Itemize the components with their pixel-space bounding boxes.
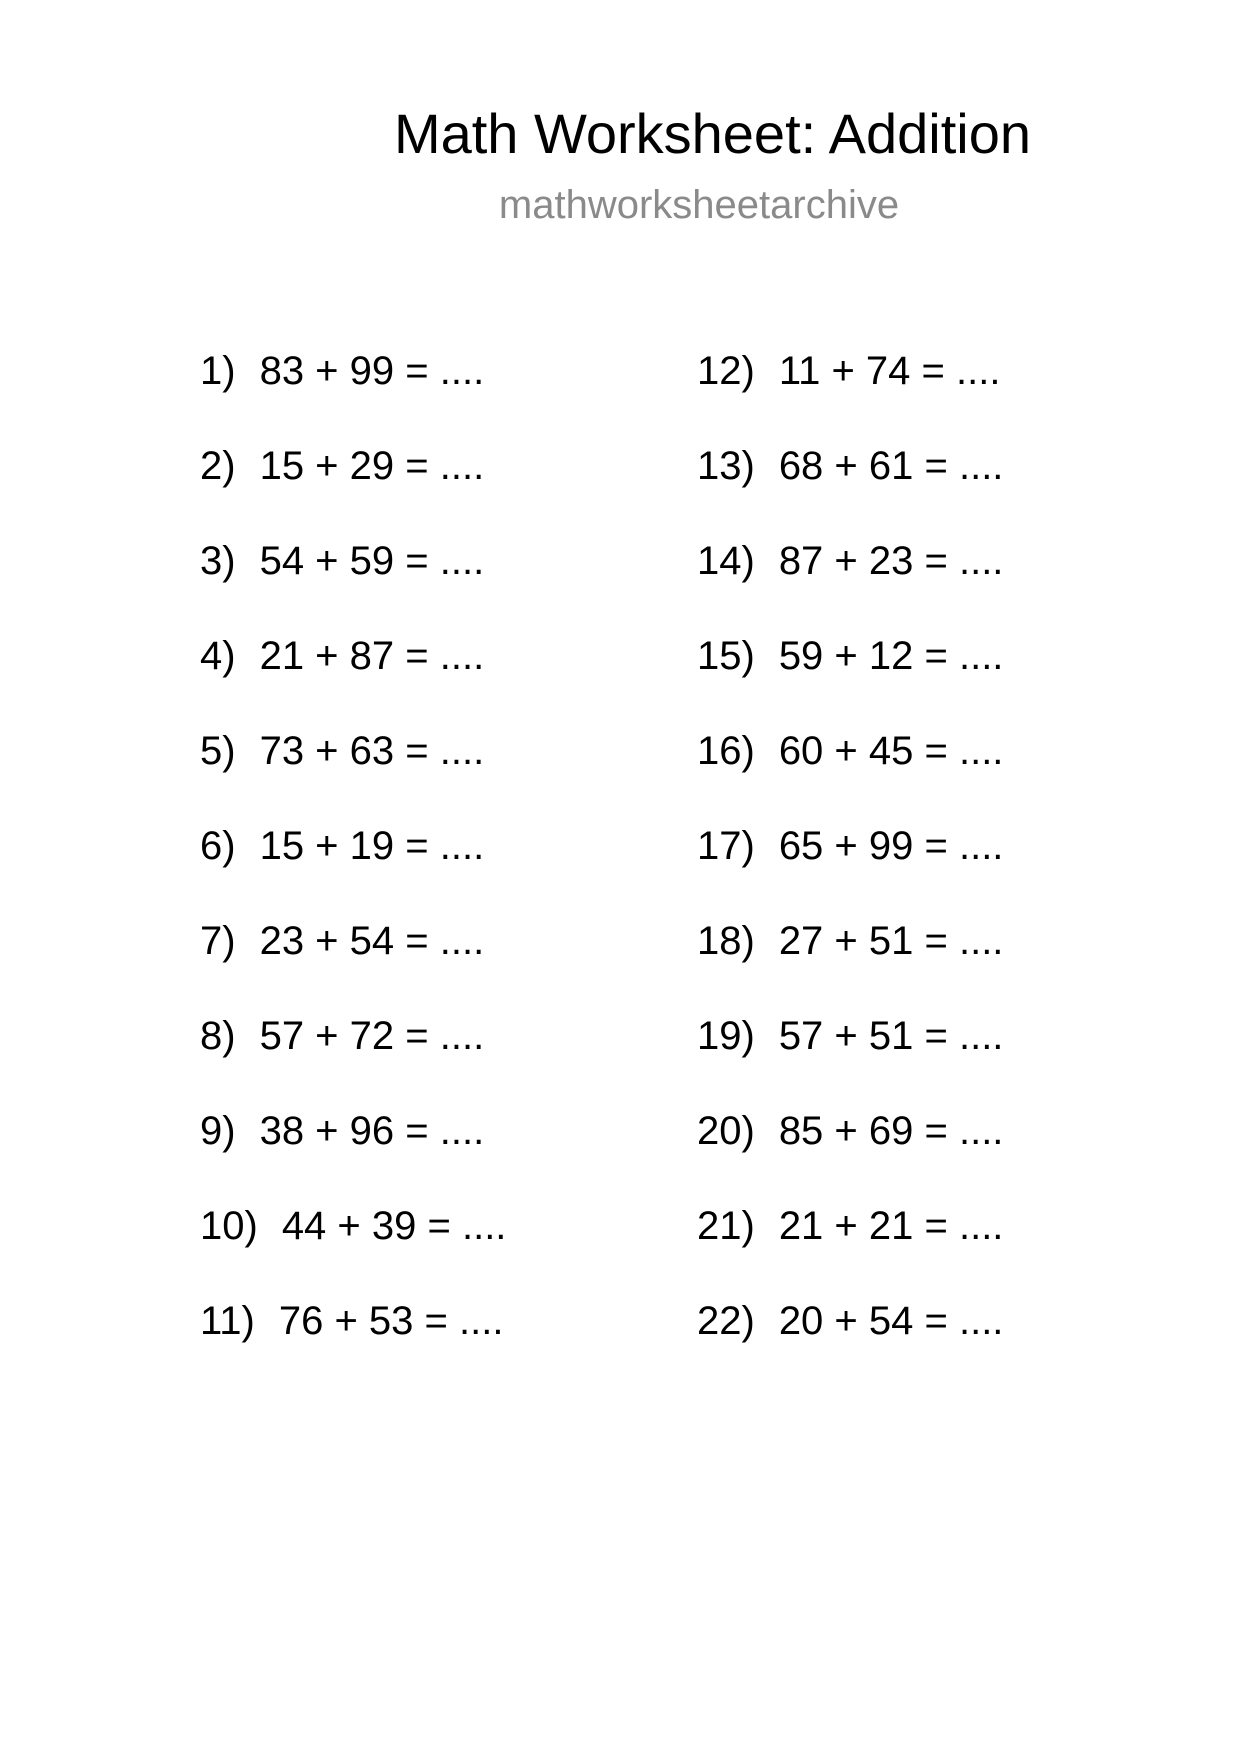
problem-expression: 11 + 74 = .... bbox=[778, 349, 1001, 393]
page-subtitle: mathworksheetarchive bbox=[498, 183, 900, 227]
problem-expression: 54 + 59 = .... bbox=[259, 539, 485, 583]
problem-row bbox=[697, 441, 1003, 536]
problem-number: 16) bbox=[697, 729, 755, 773]
problem-row bbox=[200, 821, 506, 916]
problem-expression: 60 + 45 = .... bbox=[778, 729, 1004, 773]
problem-number: 11) bbox=[200, 1299, 255, 1343]
problem-number: 1) bbox=[200, 349, 236, 393]
problem-expression: 87 + 23 = .... bbox=[778, 539, 1004, 583]
problem-row bbox=[200, 536, 506, 631]
problem-row bbox=[200, 726, 506, 821]
problem-expression: 20 + 54 = .... bbox=[778, 1299, 1004, 1343]
problem-expression: 15 + 19 = .... bbox=[259, 824, 485, 868]
problem-expression: 85 + 69 = .... bbox=[778, 1109, 1004, 1153]
problem-expression: 38 + 96 = .... bbox=[259, 1109, 485, 1153]
problem-row bbox=[697, 536, 1003, 631]
problem-row bbox=[697, 346, 1003, 441]
problem-expression: 23 + 54 = .... bbox=[259, 919, 485, 963]
problem-expression: 65 + 99 = .... bbox=[778, 824, 1004, 868]
problem-row bbox=[697, 1296, 1003, 1391]
page-title: Math Worksheet: Addition bbox=[393, 102, 1032, 165]
problem-expression: 57 + 51 = .... bbox=[778, 1014, 1004, 1058]
problem-expression: 68 + 61 = .... bbox=[778, 444, 1004, 488]
problem-number: 17) bbox=[697, 824, 755, 868]
problem-number: 9) bbox=[200, 1109, 236, 1153]
problem-expression: 27 + 51 = .... bbox=[778, 919, 1004, 963]
problem-number: 5) bbox=[200, 729, 236, 773]
problem-expression: 57 + 72 = .... bbox=[259, 1014, 485, 1058]
problem-expression: 21 + 87 = .... bbox=[259, 634, 485, 678]
problem-row bbox=[697, 1201, 1003, 1296]
problem-number: 21) bbox=[697, 1204, 755, 1248]
problem-expression: 44 + 39 = .... bbox=[281, 1204, 507, 1248]
problem-row bbox=[200, 1296, 506, 1391]
problem-row bbox=[200, 1011, 506, 1106]
problem-number: 2) bbox=[200, 444, 236, 488]
problem-expression: 73 + 63 = .... bbox=[259, 729, 485, 773]
problem-column-left bbox=[200, 346, 506, 1391]
problem-row bbox=[697, 726, 1003, 821]
problem-number: 22) bbox=[697, 1299, 755, 1343]
problem-number: 15) bbox=[697, 634, 755, 678]
problem-number: 8) bbox=[200, 1014, 236, 1058]
problem-number: 7) bbox=[200, 919, 236, 963]
problem-number: 3) bbox=[200, 539, 236, 583]
problem-number: 6) bbox=[200, 824, 236, 868]
problem-number: 4) bbox=[200, 634, 236, 678]
problem-expression: 59 + 12 = .... bbox=[778, 634, 1004, 678]
problem-row bbox=[200, 441, 506, 536]
problem-expression: 83 + 99 = .... bbox=[259, 349, 485, 393]
problem-row bbox=[697, 821, 1003, 916]
problem-number: 12) bbox=[697, 349, 755, 393]
problem-number: 13) bbox=[697, 444, 755, 488]
problem-row bbox=[697, 631, 1003, 726]
problem-row bbox=[200, 916, 506, 1011]
problem-row bbox=[200, 631, 506, 726]
problem-row bbox=[200, 346, 506, 441]
problem-expression: 21 + 21 = .... bbox=[778, 1204, 1004, 1248]
problem-row bbox=[697, 916, 1003, 1011]
problem-expression: 76 + 53 = .... bbox=[278, 1299, 504, 1343]
problem-row bbox=[697, 1011, 1003, 1106]
problem-number: 14) bbox=[697, 539, 755, 583]
problem-number: 18) bbox=[697, 919, 755, 963]
problem-row bbox=[200, 1106, 506, 1201]
problem-expression: 15 + 29 = .... bbox=[259, 444, 485, 488]
problem-row bbox=[200, 1201, 506, 1296]
problem-number: 20) bbox=[697, 1109, 755, 1153]
problem-row bbox=[697, 1106, 1003, 1201]
problem-number: 19) bbox=[697, 1014, 755, 1058]
problem-column-right bbox=[697, 346, 1003, 1391]
problem-number: 10) bbox=[200, 1204, 258, 1248]
